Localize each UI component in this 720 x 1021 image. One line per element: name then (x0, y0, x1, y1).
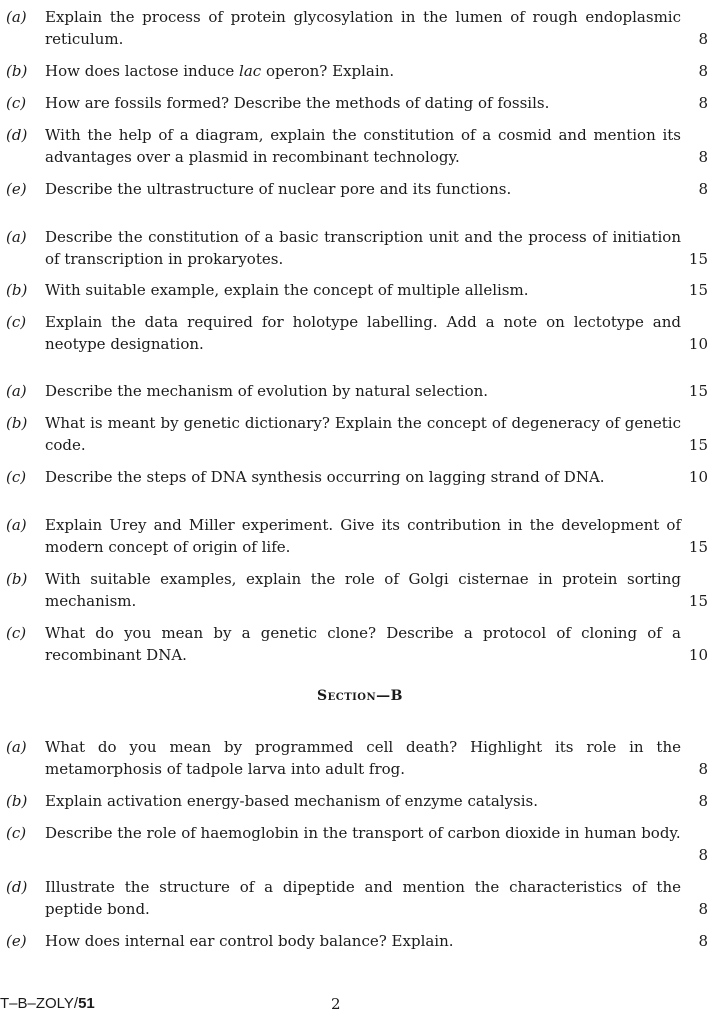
question-text: What do you mean by a genetic clone? Describe a protocol of cloning of a recombinant DNA. (45, 624, 681, 664)
question-marks: 15 (688, 281, 708, 299)
question-text: With suitable examples, explain the role of Golgi cisternae in protein sorting mechanism. (45, 570, 681, 610)
question-item (6, 92, 714, 114)
question-text: Explain the data required for holotype labelling. Add a note on lectotype and neotype designation. (45, 313, 681, 353)
question-item (6, 279, 714, 301)
question-label: (d) (6, 126, 28, 144)
question-item (6, 568, 714, 612)
question-label: (b) (6, 62, 28, 80)
question-text: Describe the steps of DNA synthesis occurring on lagging strand of DNA. (45, 468, 605, 486)
paper-code: T–B–ZOLY/51 (0, 995, 95, 1012)
question-marks: 15 (688, 538, 708, 556)
question-marks: 15 (688, 250, 708, 268)
question-marks: 8 (698, 760, 708, 778)
question-label: (b) (6, 570, 28, 588)
question-text: What is meant by genetic dictionary? Explain the concept of degeneracy of genetic code. (45, 414, 681, 454)
question-item (6, 178, 714, 200)
question-marks: 8 (698, 30, 708, 48)
question-item (6, 124, 714, 168)
question-marks: 10 (688, 646, 708, 664)
question-item (6, 311, 714, 355)
question-label: (a) (6, 516, 27, 534)
question-item (6, 514, 714, 558)
question-text: Illustrate the structure of a dipeptide and mention the characteristics of the peptide bond. (45, 878, 681, 918)
question-text: Describe the role of haemoglobin in the transport of carbon dioxide in human body. (45, 824, 681, 842)
question-item (6, 790, 714, 812)
question-item (6, 412, 714, 456)
question-label: (e) (6, 180, 27, 198)
question-marks: 15 (688, 382, 708, 400)
question-marks: 10 (688, 468, 708, 486)
question-text: Explain Urey and Miller experiment. Give its contribution in the development of modern concept of origin of life. (45, 516, 681, 556)
question-label: (a) (6, 228, 27, 246)
question-marks: 8 (698, 932, 708, 950)
question-text: Explain activation energy-based mechanism of enzyme catalysis. (45, 792, 539, 810)
question-label: (a) (6, 382, 27, 400)
question-item (6, 876, 714, 920)
question-marks: 8 (698, 900, 708, 918)
question-text: How are fossils formed? Describe the methods of dating of fossils. (45, 94, 550, 112)
question-item (6, 380, 714, 402)
question-item (6, 822, 714, 866)
question-text: Describe the constitution of a basic transcription unit and the process of initiation of transcription in prokaryotes. (45, 228, 681, 268)
question-label: (c) (6, 824, 27, 842)
question-item (6, 226, 714, 270)
question-label: (a) (6, 738, 27, 756)
paper-code-number: 51 (78, 995, 95, 1012)
question-item (6, 622, 714, 666)
question-label: (b) (6, 414, 28, 432)
question-marks: 8 (698, 792, 708, 810)
question-marks: 8 (698, 846, 708, 864)
question-text: Describe the ultrastructure of nuclear pore and its functions. (45, 180, 512, 198)
question-label: (c) (6, 94, 27, 112)
question-label: (b) (6, 792, 28, 810)
question-label: (b) (6, 281, 28, 299)
question-item (6, 736, 714, 780)
question-item (6, 6, 714, 50)
question-item (6, 466, 714, 488)
question-text: How does internal ear control body balance? Explain. (45, 932, 454, 950)
question-marks: 8 (698, 148, 708, 166)
question-marks: 15 (688, 592, 708, 610)
page-number: 2 (331, 995, 341, 1013)
question-marks: 8 (698, 62, 708, 80)
question-item (6, 930, 714, 952)
operon-name: lac (239, 62, 262, 80)
question-text: Describe the mechanism of evolution by natural selection. (45, 382, 489, 400)
question-text: What do you mean by programmed cell death? Highlight its role in the metamorphosis of tadpole larva into adult frog. (45, 738, 681, 778)
question-text: Explain the process of protein glycosylation in the lumen of rough endoplasmic reticulum. (45, 8, 681, 48)
question-label: (c) (6, 313, 27, 331)
question-text: How does lactose induce lac operon? Explain. (45, 62, 395, 80)
question-marks: 8 (698, 180, 708, 198)
question-item (6, 60, 714, 82)
question-label: (a) (6, 8, 27, 26)
question-text: With the help of a diagram, explain the constitution of a cosmid and mention its advantages over a plasmid in recombinant technology. (45, 126, 681, 166)
section-heading: Section—B (317, 688, 403, 704)
question-label: (d) (6, 878, 28, 896)
question-marks: 15 (688, 436, 708, 454)
question-label: (e) (6, 932, 27, 950)
question-text: With suitable example, explain the concept of multiple allelism. (45, 281, 529, 299)
question-marks: 10 (688, 335, 708, 353)
question-label: (c) (6, 468, 27, 486)
question-marks: 8 (698, 94, 708, 112)
question-label: (c) (6, 624, 27, 642)
